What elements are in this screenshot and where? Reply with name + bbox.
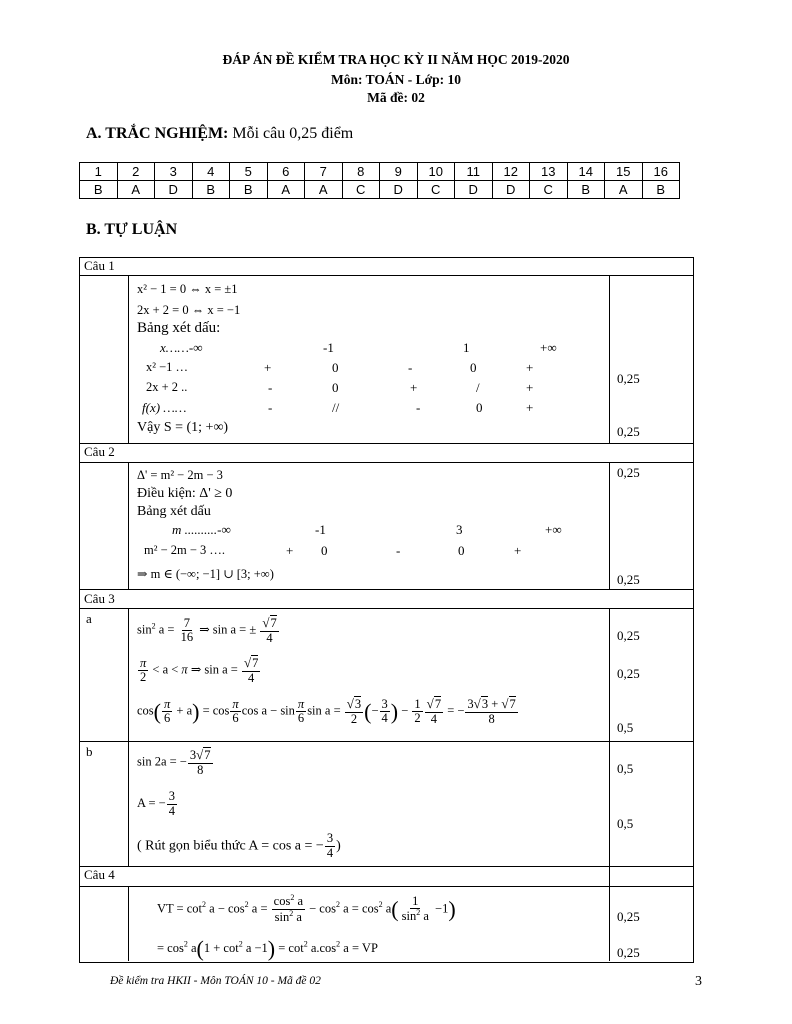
q1-row-a-0: x² −1 … bbox=[146, 360, 189, 374]
question-number-cell: 16 bbox=[642, 163, 680, 181]
q3-b-score-2: 0,5 bbox=[617, 816, 634, 831]
q2-label: Câu 2 bbox=[84, 444, 115, 459]
q1-row-b-5: + bbox=[526, 380, 534, 395]
q3-part-b: b bbox=[86, 744, 93, 759]
q2-line1: Δ' = m² − 2m − 3 bbox=[137, 468, 223, 482]
q2-row-m-1: -1 bbox=[315, 522, 326, 537]
answer-key-cell: B bbox=[192, 181, 230, 199]
answer-key-cell: A bbox=[117, 181, 155, 199]
q3-b-note-text: ( Rút gọn biểu thức A = cos a = − bbox=[137, 838, 324, 854]
q1-row-a-1: + bbox=[264, 360, 272, 375]
q2-row-m-3: +∞ bbox=[545, 522, 562, 537]
q4-score-1: 0,25 bbox=[617, 909, 640, 924]
q1-conclusion: Vậy S = (1; +∞) bbox=[137, 420, 229, 435]
q3-a-line1: $\sin^2 a$ = $\frac{7}{16}$ ⇒ sin a = ± $\frac{√7}{4}$ bbox=[137, 615, 277, 645]
q3-a-score-1: 0,25 bbox=[617, 628, 640, 643]
q4-score-2: 0,25 bbox=[617, 945, 640, 960]
question-number-cell: 1 bbox=[80, 163, 118, 181]
question-number-cell: 10 bbox=[417, 163, 455, 181]
q3-a-line2: $\frac{\pi}{2}$ < a < π ⇒ sin a = $\frac{√7}{4}$ bbox=[140, 655, 259, 685]
divider bbox=[609, 866, 610, 961]
q1-line1: x² − 1 = 0 ⇔ x = ±1 bbox=[137, 282, 238, 296]
doc-subject: Môn: TOÁN - Lớp: 10 bbox=[331, 72, 461, 87]
q2-row-e-1: + bbox=[286, 543, 294, 558]
q3-part-a: a bbox=[86, 611, 92, 626]
answer-key-cell: D bbox=[380, 181, 418, 199]
answer-key-cell: C bbox=[530, 181, 568, 199]
q1-row-x-1: -1 bbox=[323, 340, 334, 355]
q2-table-title: Bảng xét dấu bbox=[137, 504, 211, 519]
q4-label: Câu 4 bbox=[84, 867, 115, 882]
q3-b-note: ( Rút gọn biểu thức A = cos a = − $\frac{3}{4}$ ) bbox=[137, 831, 341, 860]
question-number-cell: 5 bbox=[230, 163, 268, 181]
q1-row-b-3: + bbox=[410, 380, 418, 395]
q1-row-b-2: 0 bbox=[332, 380, 339, 395]
q3-a-score-3: 0,5 bbox=[617, 720, 634, 735]
q2-row-e-0: m² − 2m − 3 …. bbox=[144, 543, 226, 557]
answer-key-cell: B bbox=[642, 181, 680, 199]
q1-row-f-3: - bbox=[416, 400, 421, 415]
q2-score-1: 0,25 bbox=[617, 465, 640, 480]
q3-b-line2: A = − $\frac{3}{4}$ bbox=[137, 789, 175, 818]
doc-code: Mã đề: 02 bbox=[367, 90, 425, 105]
divider bbox=[79, 589, 693, 590]
answer-key-table bbox=[79, 162, 680, 199]
q3-b-line1: sin 2a = − $\frac{3√7}{8}$ bbox=[137, 747, 211, 777]
q1-score-1: 0,25 bbox=[617, 371, 640, 386]
answer-key-cell: C bbox=[342, 181, 380, 199]
divider bbox=[609, 462, 610, 589]
q1-table-title: Bảng xét dấu: bbox=[137, 320, 221, 336]
section-b-title: B. TỰ LUẬN bbox=[86, 221, 178, 238]
question-number-cell: 7 bbox=[305, 163, 343, 181]
answer-key-cell: A bbox=[267, 181, 305, 199]
answer-key-cell: D bbox=[455, 181, 493, 199]
question-number-cell: 3 bbox=[155, 163, 193, 181]
answer-key-cell: B bbox=[80, 181, 118, 199]
q2-row-m-2: 3 bbox=[456, 522, 463, 537]
divider bbox=[79, 866, 693, 867]
q2-conclusion: ⇒ m ∈ (−∞; −1] ∪ [3; +∞) bbox=[137, 567, 274, 581]
q1-row-b-4: / bbox=[476, 380, 480, 395]
q1-row-f-4: 0 bbox=[476, 400, 483, 415]
q1-row-f-1: - bbox=[268, 400, 273, 415]
q1-row-a-4: 0 bbox=[470, 360, 477, 375]
question-number-cell: 14 bbox=[567, 163, 605, 181]
q2-row-e-4: 0 bbox=[458, 543, 465, 558]
q1-row-b-1: - bbox=[268, 380, 273, 395]
question-number-cell: 4 bbox=[192, 163, 230, 181]
q3-b-line2-text: A = − bbox=[137, 796, 166, 811]
answer-key-cell: D bbox=[492, 181, 530, 199]
answer-key-row bbox=[80, 181, 680, 199]
answer-key-cell: B bbox=[567, 181, 605, 199]
q3-a-line3: cos( $\frac{\pi}{6}$ + a) = cos $\frac{\pi}{6}$ cos a − sin $\frac{\pi}{6}$ sin a = $\frac{√3}{2}$ (− $\frac{3}{4}$ ) − $\frac{1}{2}$ $\frac{√7}{4}$ = − $\frac{3√3 + √7}{8}$ bbox=[137, 696, 516, 726]
question-number-cell: 11 bbox=[455, 163, 493, 181]
q4-line1: VT = $\cot^2 a - \cos^2 a$ = $\frac{\cos^2 a}{\sin^2 a}$ − $\cos^2 a = \cos^2 a$( $\frac{1}{\sin^2 a}$ −1) bbox=[157, 893, 456, 925]
divider bbox=[79, 443, 693, 444]
divider bbox=[128, 275, 129, 443]
page-footer: Đề kiểm tra HKII - Môn TOÁN 10 - Mã đề 02 bbox=[110, 975, 321, 987]
q2-row-m-0: m ..........-∞ bbox=[172, 522, 231, 537]
q1-row-x-2: 1 bbox=[463, 340, 470, 355]
divider bbox=[79, 462, 693, 463]
q1-label: Câu 1 bbox=[84, 258, 115, 273]
section-a-heading bbox=[86, 125, 353, 143]
q1-row-a-3: - bbox=[408, 360, 413, 375]
divider bbox=[79, 608, 693, 609]
q1-score-2: 0,25 bbox=[617, 424, 640, 439]
divider bbox=[609, 275, 610, 443]
divider bbox=[128, 462, 129, 589]
answer-number-row bbox=[80, 163, 680, 181]
section-a-title: A. TRẮC NGHIỆM: bbox=[86, 125, 229, 142]
answer-key-cell: D bbox=[155, 181, 193, 199]
question-number-cell: 9 bbox=[380, 163, 418, 181]
divider bbox=[128, 886, 129, 961]
q2-row-e-3: - bbox=[396, 543, 401, 558]
question-number-cell: 13 bbox=[530, 163, 568, 181]
answer-key-cell: A bbox=[605, 181, 643, 199]
page-number: 3 bbox=[695, 974, 702, 989]
question-number-cell: 15 bbox=[605, 163, 643, 181]
q2-row-e-5: + bbox=[514, 543, 522, 558]
q3-b-score-1: 0,5 bbox=[617, 761, 634, 776]
q1-row-f-5: + bbox=[526, 400, 534, 415]
question-number-cell: 12 bbox=[492, 163, 530, 181]
answer-key-cell: C bbox=[417, 181, 455, 199]
q1-row-x-0: x……-∞ bbox=[160, 340, 203, 355]
q4-line2: = $\cos^2 a(1 + \cot^2 a -1) = \cot^2 a.\cos^2$ a = VP bbox=[157, 936, 378, 961]
q3-label: Câu 3 bbox=[84, 591, 115, 606]
doc-title: ĐÁP ÁN ĐỀ KIỂM TRA HỌC KỲ II NĂM HỌC 2019-2020 bbox=[222, 52, 570, 67]
answer-key-cell: A bbox=[305, 181, 343, 199]
divider bbox=[609, 608, 610, 866]
q2-row-e-2: 0 bbox=[321, 543, 328, 558]
question-number-cell: 6 bbox=[267, 163, 305, 181]
q1-row-f-2: // bbox=[332, 400, 340, 415]
question-number-cell: 8 bbox=[342, 163, 380, 181]
divider bbox=[79, 275, 693, 276]
q1-row-x-3: +∞ bbox=[540, 340, 557, 355]
q2-line2: Điều kiện: Δ' ≥ 0 bbox=[137, 486, 233, 501]
q2-score-2: 0,25 bbox=[617, 572, 640, 587]
q1-line2: 2x + 2 = 0 ⇔ x = −1 bbox=[137, 303, 241, 317]
q1-row-a-5: + bbox=[526, 360, 534, 375]
q1-row-a-2: 0 bbox=[332, 360, 339, 375]
q1-row-f-0: f(x) …… bbox=[142, 400, 187, 415]
divider bbox=[79, 741, 693, 742]
q1-row-b-0: 2x + 2 .. bbox=[146, 380, 188, 394]
section-a-note: Mỗi câu 0,25 điểm bbox=[232, 125, 354, 142]
question-number-cell: 2 bbox=[117, 163, 155, 181]
answer-key-cell: B bbox=[230, 181, 268, 199]
divider bbox=[79, 886, 693, 887]
q3-a-score-2: 0,25 bbox=[617, 666, 640, 681]
divider bbox=[128, 608, 129, 866]
